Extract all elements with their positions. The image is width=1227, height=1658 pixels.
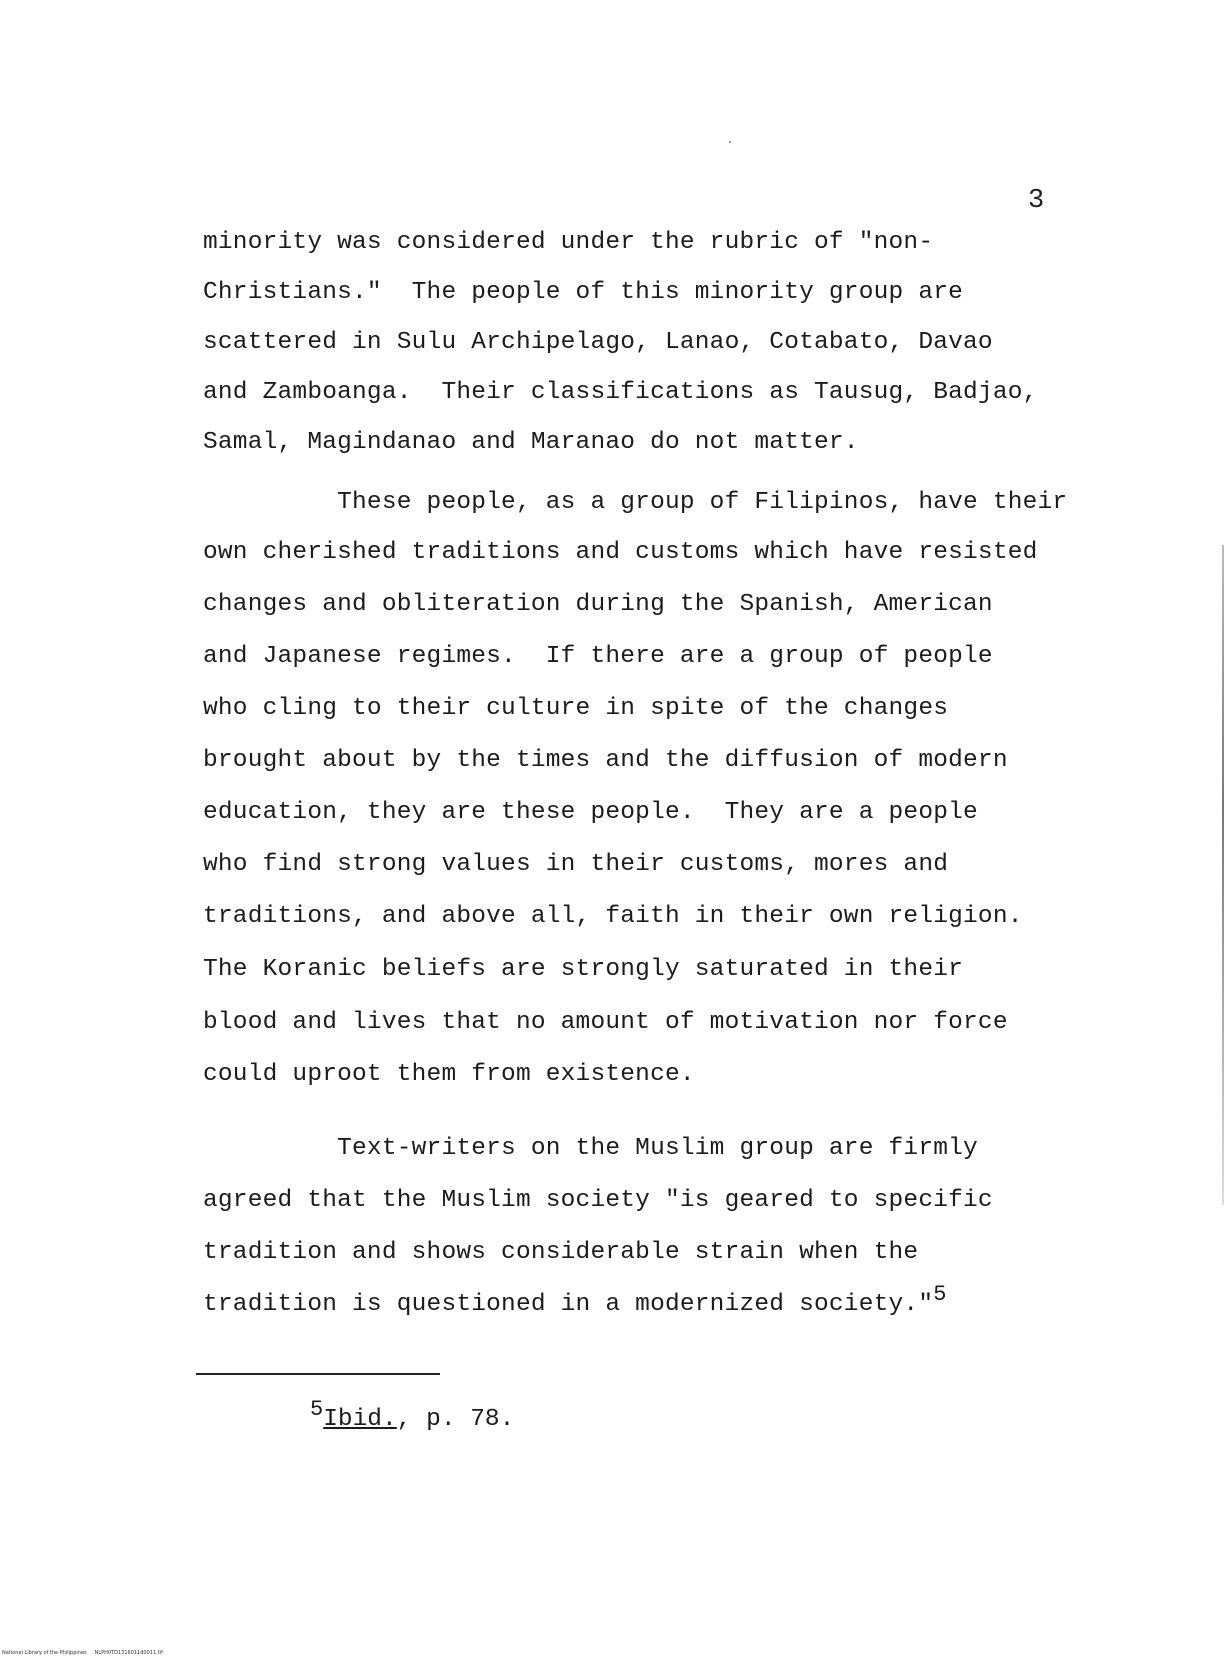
- body-line: tradition and shows considerable strain when the: [203, 1239, 919, 1266]
- body-line: Samal, Magindanao and Maranao do not matter.: [203, 429, 859, 456]
- body-line: These people, as a group of Filipinos, have their: [203, 489, 1068, 516]
- body-line: could uproot them from existence.: [203, 1061, 695, 1088]
- body-line-last: [203, 1282, 947, 1320]
- footnote-reference: 5: [933, 1282, 947, 1307]
- page-number: 3: [1028, 186, 1045, 216]
- body-line: education, they are these people. They are a people: [203, 799, 978, 826]
- body-line: minority was considered under the rubric of "non-: [203, 229, 934, 256]
- body-line: own cherished traditions and customs which have resisted: [203, 539, 1038, 566]
- footnote-marker: 5: [310, 1397, 324, 1422]
- body-line: blood and lives that no amount of motivation nor force: [203, 1009, 1008, 1036]
- body-line: agreed that the Muslim society "is geared to specific: [203, 1187, 993, 1214]
- body-line: The Koranic beliefs are strongly saturated in their: [203, 956, 964, 983]
- footnote-text: , p. 78.: [396, 1406, 515, 1433]
- footnote-separator: [196, 1373, 440, 1375]
- body-line: who find strong values in their customs, mores and: [203, 851, 949, 878]
- body-line: changes and obliteration during the Spanish, American: [203, 591, 993, 618]
- body-line: Text-writers on the Muslim group are firmly: [203, 1135, 978, 1162]
- footnote-ibid: Ibid.: [323, 1406, 397, 1433]
- body-line: Christians." The people of this minority group are: [203, 279, 964, 306]
- body-line: and Zamboanga. Their classifications as Tausug, Badjao,: [203, 379, 1038, 406]
- scan-edge-mark: [1222, 545, 1224, 1205]
- body-line: brought about by the times and the diffusion of modern: [203, 747, 1008, 774]
- body-line: traditions, and above all, faith in their own religion.: [203, 903, 1023, 930]
- body-line: scattered in Sulu Archipelago, Lanao, Cotabato, Davao: [203, 329, 993, 356]
- body-line: and Japanese regimes. If there are a group of people: [203, 643, 993, 670]
- body-line: who cling to their culture in spite of the changes: [203, 695, 949, 722]
- body-line-text: tradition is questioned in a modernized society.": [203, 1291, 934, 1318]
- footnote: [310, 1397, 515, 1435]
- library-stamp: National Library of the Philippines NLPH0TD1316011d0011.tif: [2, 1650, 163, 1656]
- scan-speck: [729, 141, 731, 143]
